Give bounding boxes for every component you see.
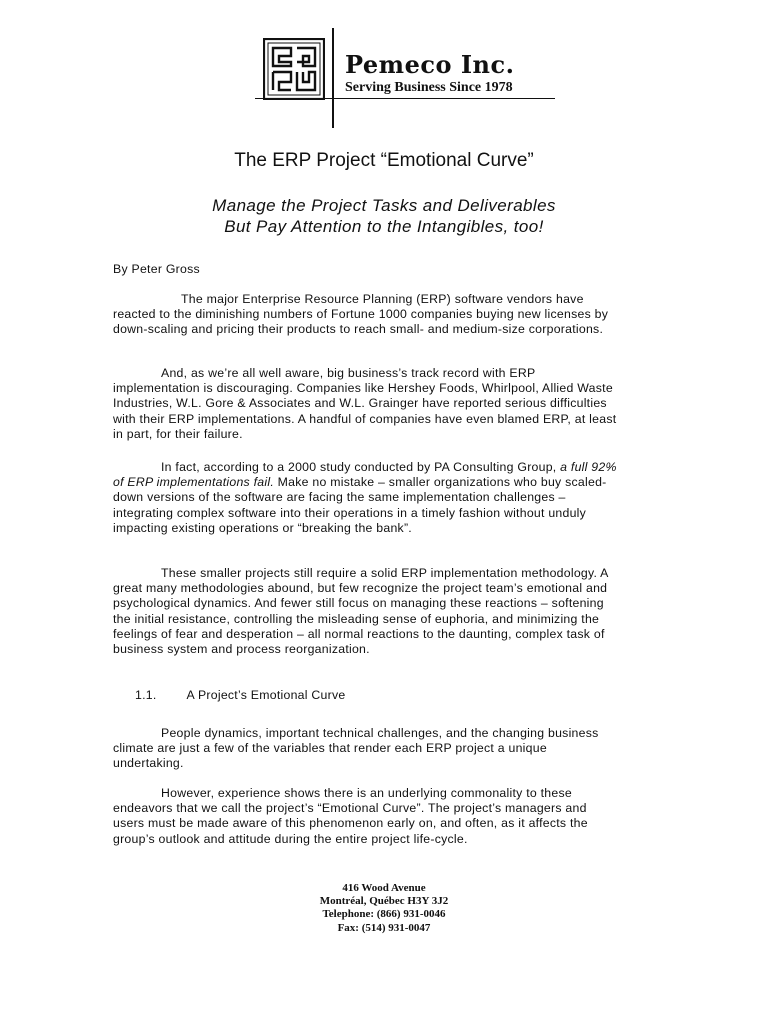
paragraph-2-text: And, as we’re all well aware, big business’s track record with ERP implementation is discouraging. Companies like Hershey Foods, Whirlpool, Allied Waste Industries, W.L. Gore & Associates and W.L. Grainger have reported serious difficulties with their ERP implementations. A handful of companies have even blamed ERP, at least in part, for their failure. <box>113 366 617 441</box>
letterhead-horizontal-rule <box>255 98 555 99</box>
address-telephone: Telephone: (866) 931-0046 <box>322 908 446 921</box>
document-title: The ERP Project “Emotional Curve” <box>234 150 534 171</box>
paragraph-5 <box>113 726 621 772</box>
letterhead <box>255 28 555 130</box>
address-fax: Fax: (514) 931-0047 <box>337 921 431 934</box>
company-name: Pemeco Inc. <box>345 50 515 79</box>
paragraph-1 <box>113 292 621 338</box>
paragraph-5-text: People dynamics, important technical challenges, and the changing business climate are just a few of the variables that render each ERP project a unique undertaking. <box>113 726 599 771</box>
section-title: A Project’s Emotional Curve <box>186 688 346 702</box>
subtitle-line-2: But Pay Attention to the Intangibles, too! <box>224 217 544 236</box>
section-heading <box>135 688 345 702</box>
address-street: 416 Wood Avenue <box>342 882 426 894</box>
byline: By Peter Gross <box>113 262 200 276</box>
paragraph-1-text: The major Enterprise Resource Planning (ERP) software vendors have reacted to the diminishing numbers of Fortune 1000 companies buying new licenses by down-scaling and pricing their products to reach small- and medium-size corporations. <box>113 292 609 337</box>
letterhead-vertical-rule <box>332 28 334 128</box>
company-address <box>0 882 768 935</box>
paragraph-3-end: Make no mistake – smaller organizations who buy scaled-down versions of the software are facing the same implementation challenges – integrating complex software into their operations in a timely fashion without unduly impacting existing operations or “breaking the bank”. <box>113 475 607 535</box>
paragraph-3-emphasis: a full 92% of ERP implementations fail. <box>113 460 617 490</box>
section-number: 1.1. <box>135 688 157 702</box>
paragraph-6 <box>113 786 621 847</box>
paragraph-4 <box>113 566 621 657</box>
paragraph-3-start: In fact, according to a 2000 study conducted by PA Consulting Group, <box>161 460 561 474</box>
subtitle-line-1: Manage the Project Tasks and Deliverables <box>212 196 556 215</box>
paragraph-3-text <box>113 460 621 536</box>
paragraph-2 <box>113 366 621 442</box>
paragraph-3 <box>113 460 621 536</box>
address-city: Montréal, Québec H3Y 3J2 <box>319 895 449 908</box>
company-tagline: Serving Business Since 1978 <box>345 80 513 95</box>
company-logo-icon <box>263 38 325 100</box>
paragraph-4-text: These smaller projects still require a solid ERP implementation methodology. A great many methodologies abound, but few recognize the project team’s emotional and psychological dynamics. And fewer still focus on managing these reactions – softening the initial resistance, controlling the misleading sense of euphoria, and minimizing the feelings of fear and desperation – all normal reactions to the daunting, complex task of business system and process reorganization. <box>113 566 608 657</box>
paragraph-6-text: However, experience shows there is an underlying commonality to these endeavors that we call the project’s “Emotional Curve”. The project’s managers and users must be made aware of this phenomenon early on, and often, as it affects the group’s outlook and attitude during the entire project life-cycle. <box>113 786 588 846</box>
